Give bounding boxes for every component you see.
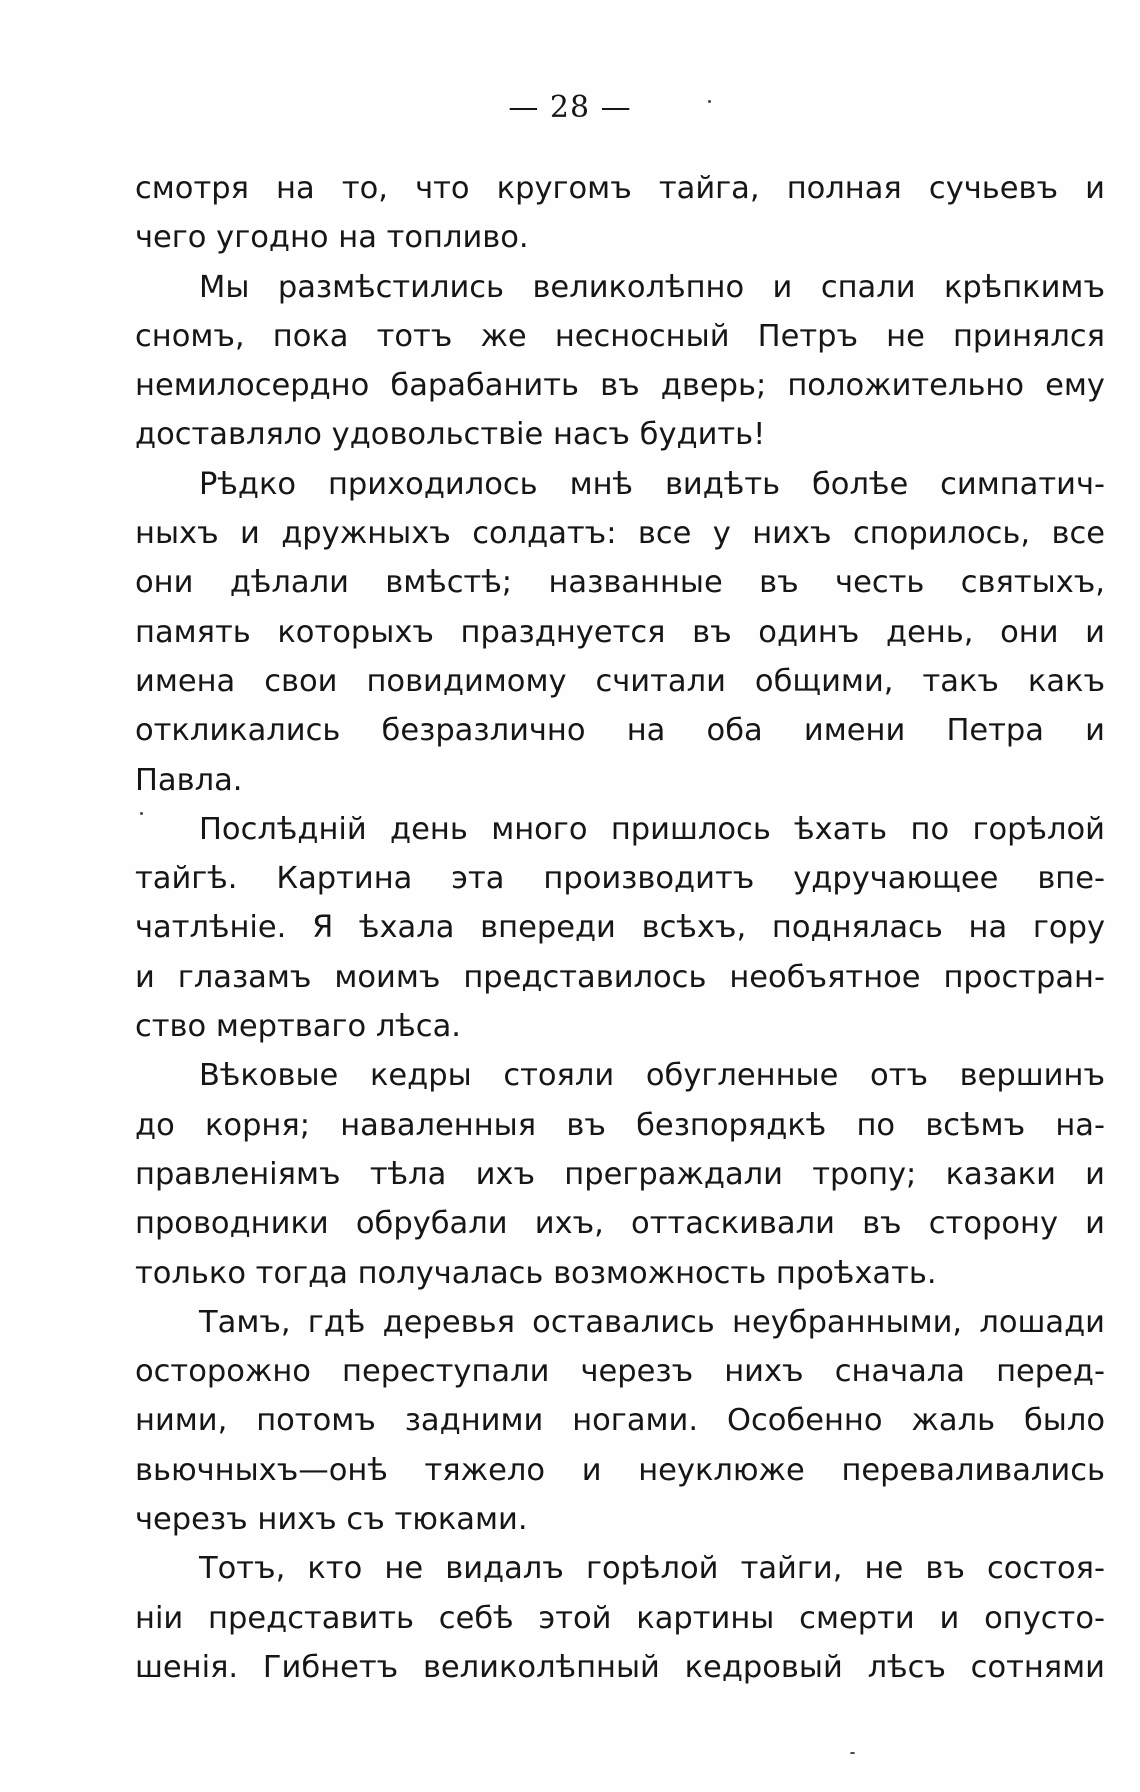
text-line: Вѣковые кедры стояли обугленные отъ вершинъ bbox=[199, 1058, 1105, 1094]
text-line: они дѣлали вмѣстѣ; названные въ честь святыхъ, bbox=[135, 565, 1105, 601]
text-line: Послѣдній день много пришлось ѣхать по горѣлой bbox=[199, 811, 1105, 847]
text-line: Мы размѣстились великолѣпно и спали крѣпкимъ bbox=[199, 269, 1105, 305]
text-line: смотря на то, что кругомъ тайга, полная сучьевъ и bbox=[135, 171, 1105, 206]
text-line: осторожно переступали черезъ нихъ сначала перед- bbox=[135, 1354, 1105, 1390]
paragraph-3 bbox=[135, 460, 1105, 805]
text-line: ныхъ и дружныхъ солдатъ: все у нихъ спорилось, все bbox=[135, 516, 1105, 552]
text-line: проводники обрубали ихъ, оттаскивали въ сторону и bbox=[135, 1206, 1105, 1242]
text-line: ство мертваго лѣса. bbox=[135, 1009, 461, 1045]
scan-speck bbox=[850, 1752, 855, 1754]
text-line: и глазамъ моимъ представилось необъятное простран- bbox=[135, 959, 1105, 995]
text-line: Рѣдко приходилось мнѣ видѣть болѣе симпатич- bbox=[199, 466, 1105, 502]
text-line: имена свои повидимому считали общими, такъ какъ bbox=[135, 663, 1105, 699]
scan-speck bbox=[708, 100, 711, 103]
text-line: до корня; наваленныя въ безпорядкѣ по всѣмъ на- bbox=[135, 1107, 1105, 1143]
text-line: Павла. bbox=[135, 762, 243, 798]
paragraph-5 bbox=[135, 1051, 1105, 1297]
text-line: память которыхъ празднуется въ одинъ день, они и bbox=[135, 614, 1105, 650]
page-number: — 28 — bbox=[508, 90, 632, 125]
text-line: правленіямъ тѣла ихъ преграждали тропу; казаки и bbox=[135, 1156, 1105, 1192]
text-line: сномъ, пока тотъ же несносный Петръ не принялся bbox=[135, 318, 1105, 354]
text-line: доставляло удовольствіе насъ будить! bbox=[135, 417, 766, 453]
paragraph-2 bbox=[135, 263, 1105, 460]
text-line: немилосердно барабанить въ дверь; положительно ему bbox=[135, 368, 1105, 404]
text-line: тайгѣ. Картина эта производитъ удручающее впе- bbox=[135, 861, 1105, 897]
text-line: Тамъ, гдѣ деревья оставались неубранными, лошади bbox=[199, 1304, 1105, 1340]
paragraph-4 bbox=[135, 805, 1105, 1051]
text-line: чего угодно на топливо. bbox=[135, 220, 529, 256]
text-line: черезъ нихъ съ тюками. bbox=[135, 1502, 528, 1538]
paragraph-7 bbox=[135, 1544, 1105, 1692]
page-text bbox=[135, 164, 1105, 1692]
text-line: ніи представить себѣ этой картины смерти и опусто- bbox=[135, 1600, 1105, 1636]
text-line: откликались безразлично на оба имени Петра и bbox=[135, 713, 1105, 749]
text-line: Тотъ, кто не видалъ горѣлой тайги, не въ состоя- bbox=[199, 1551, 1105, 1587]
scan-speck bbox=[140, 812, 143, 815]
text-line: вьючныхъ—онѣ тяжело и неуклюже переваливались bbox=[135, 1452, 1105, 1488]
paragraph-1 bbox=[135, 164, 1105, 263]
text-line: чатлѣніе. Я ѣхала впереди всѣхъ, поднялась на гору bbox=[135, 910, 1105, 946]
text-line: шенія. Гибнетъ великолѣпный кедровый лѣсъ сотнями bbox=[135, 1649, 1105, 1685]
text-line: только тогда получалась возможность проѣхать. bbox=[135, 1255, 937, 1291]
paragraph-6 bbox=[135, 1298, 1105, 1544]
text-line: ними, потомъ задними ногами. Особенно жаль было bbox=[135, 1403, 1105, 1439]
